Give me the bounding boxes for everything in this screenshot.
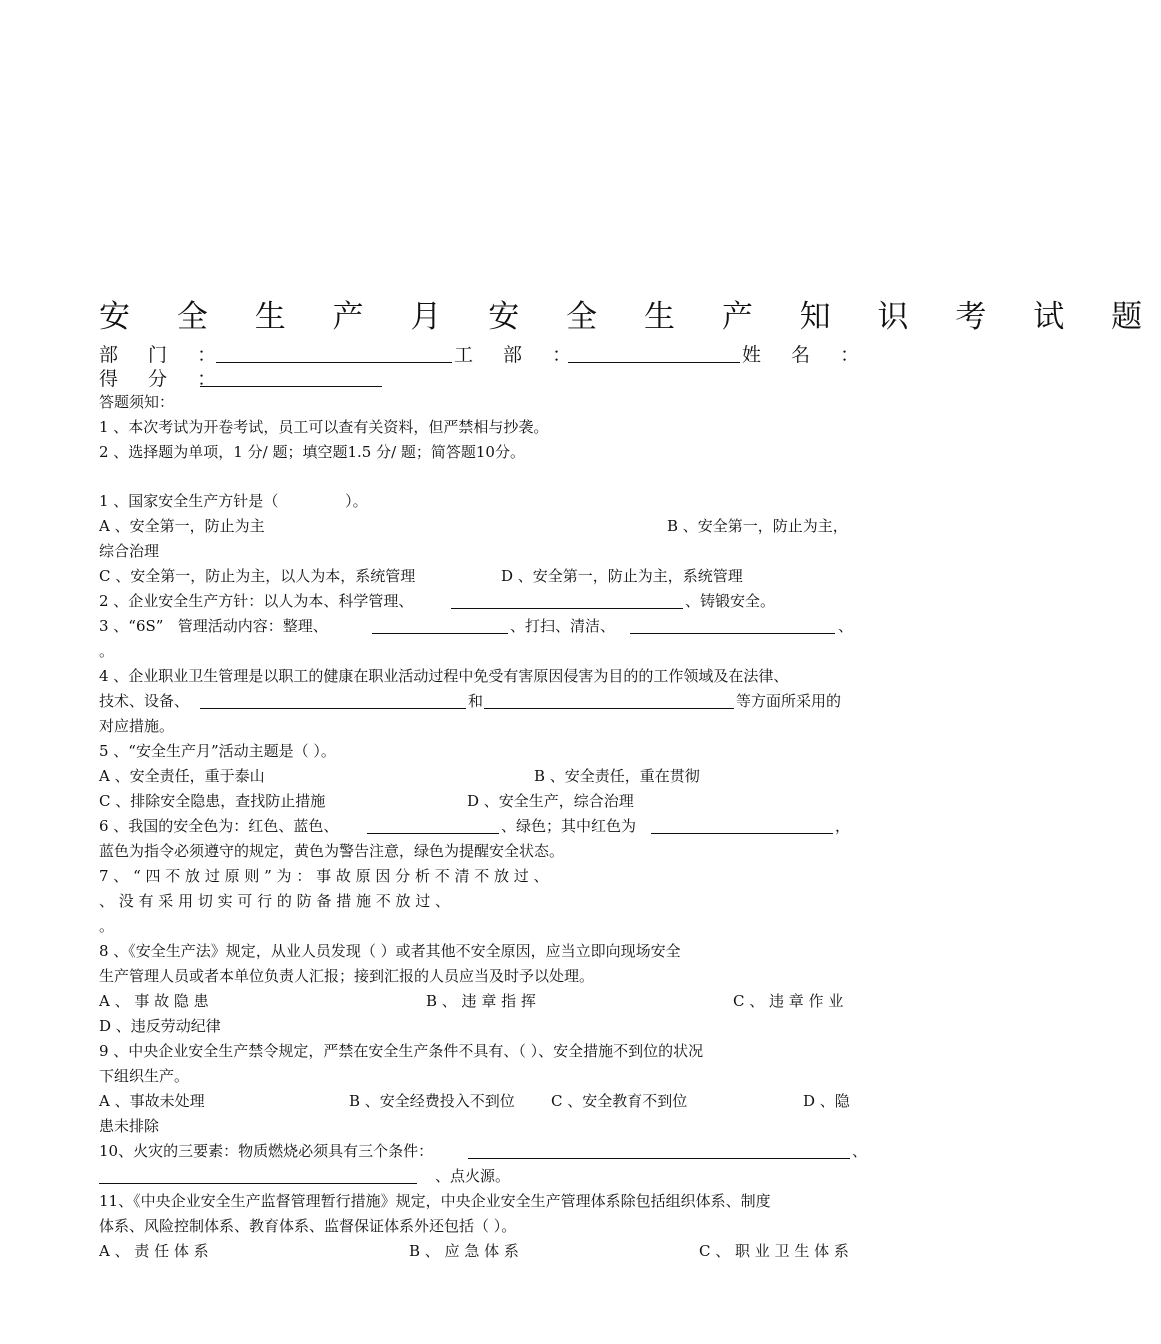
q7-end: 。 xyxy=(99,917,115,935)
notice-item-1: 1 、本次考试为开卷考试，员工可以查有关资料，但严禁相与抄袭。 xyxy=(99,418,549,436)
q4-and: 和 xyxy=(468,692,484,710)
q3-blank-1[interactable] xyxy=(372,633,508,634)
q5-option-b[interactable]: B 、安全责任，重在贯彻 xyxy=(534,767,700,785)
notice-heading: 答题须知： xyxy=(99,393,175,411)
q1-option-b[interactable]: B 、安全第一，防止为主， xyxy=(667,517,848,535)
score-label: 得 分 ： xyxy=(99,368,229,390)
q5-option-d[interactable]: D 、安全生产，综合治理 xyxy=(467,792,634,810)
q7-line-2: 、 没 有 采 用 切 实 可 行 的 防 备 措 施 不 放 过 、 xyxy=(99,892,451,910)
q8-line-2: 生产管理人员或者本单位负责人汇报；接到汇报的人员应当及时予以处理。 xyxy=(99,967,595,985)
q3-suffix: 、 xyxy=(838,617,854,635)
department-label: 部 门 ： xyxy=(99,344,229,366)
q4-line-3: 对应措施。 xyxy=(99,717,175,735)
q1-option-b-cont: 综合治理 xyxy=(99,542,160,560)
q10-comma: 、 xyxy=(852,1142,868,1160)
q10-end: 、点火源。 xyxy=(435,1167,511,1185)
question-7: 7 、 “ 四 不 放 过 原 则 ” 为 ： 事 故 原 因 分 析 不 清 不 放 过 、 xyxy=(99,867,549,885)
q2-blank[interactable] xyxy=(451,608,683,609)
q4-line-2: 技术、设备、 xyxy=(99,692,190,710)
q6-suffix: ， xyxy=(835,817,851,835)
question-1: 1 、国家安全生产方针是（ ）。 xyxy=(99,492,368,510)
question-2: 2 、企业安全生产方针：以人为本、科学管理、 xyxy=(99,592,414,610)
q8-option-c[interactable]: C 、 违 章 作 业 xyxy=(733,992,844,1010)
notice-item-2: 2 、选择题为单项，1 分/ 题；填空题1.5 分/ 题；简答题10分。 xyxy=(99,443,525,461)
q2-suffix: 、铸锻安全。 xyxy=(685,592,776,610)
q9-option-b[interactable]: B 、安全经费投入不到位 xyxy=(349,1092,515,1110)
q11-line-2: 体系、风险控制体系、教育体系、监督保证体系外还包括（ ）。 xyxy=(99,1217,517,1235)
q5-option-a[interactable]: A 、安全责任，重于泰山 xyxy=(99,767,265,785)
q10-blank-1[interactable] xyxy=(468,1158,850,1159)
q4-suffix: 等方面所采用的 xyxy=(736,692,842,710)
question-8: 8 、《安全生产法》规定，从业人员发现（ ）或者其他不安全原因，应当立即向现场安全 xyxy=(99,942,681,960)
question-9: 9 、中央企业安全生产禁令规定，严禁在安全生产条件不具有、（ ）、安全措施不到位的状况 xyxy=(99,1042,704,1060)
q9-line-2: 下组织生产。 xyxy=(99,1067,190,1085)
q3-end: 。 xyxy=(99,642,115,660)
q1-option-a[interactable]: A 、安全第一，防止为主 xyxy=(99,517,265,535)
q5-option-c[interactable]: C 、排除安全隐患，查找防止措施 xyxy=(99,792,326,810)
q8-option-d[interactable]: D 、违反劳动纪律 xyxy=(99,1017,221,1035)
work-number-blank[interactable] xyxy=(568,362,740,363)
q3-blank-2[interactable] xyxy=(630,633,835,634)
q9-option-c[interactable]: C 、安全教育不到位 xyxy=(551,1092,688,1110)
q11-option-b[interactable]: B 、 应 急 体 系 xyxy=(409,1242,519,1260)
q6-blank-1[interactable] xyxy=(367,833,499,834)
q8-option-a[interactable]: A 、 事 故 隐 患 xyxy=(99,992,209,1010)
q4-blank-2[interactable] xyxy=(484,708,734,709)
question-5: 5 、“安全生产月”活动主题是（ ）。 xyxy=(99,742,336,760)
question-11: 11、《中央企业安全生产监督管理暂行措施》规定，中央企业安全生产管理体系除包括组织体系、制度 xyxy=(99,1192,771,1210)
q3-middle: 、打扫、清洁、 xyxy=(510,617,616,635)
work-number-label: 工 部 ： xyxy=(454,344,584,366)
name-label: 姓 名 ： xyxy=(742,344,872,366)
q6-middle: 、绿色；其中红色为 xyxy=(501,817,637,835)
score-blank[interactable] xyxy=(200,386,382,387)
question-6: 6 、我国的安全色为：红色、蓝色、 xyxy=(99,817,339,835)
q8-option-b[interactable]: B 、 违 章 指 挥 xyxy=(426,992,536,1010)
q9-option-d-cont: 患未排除 xyxy=(99,1117,160,1135)
q6-blank-2[interactable] xyxy=(651,833,833,834)
q9-option-a[interactable]: A 、事故未处理 xyxy=(99,1092,205,1110)
department-blank[interactable] xyxy=(216,362,452,363)
question-3: 3 、“6S” 管理活动内容：整理、 xyxy=(99,617,328,635)
q10-blank-2[interactable] xyxy=(99,1183,417,1184)
q9-option-d[interactable]: D 、隐 xyxy=(803,1092,850,1110)
q6-line-2: 蓝色为指令必须遵守的规定，黄色为警告注意，绿色为提醒安全状态。 xyxy=(99,842,565,860)
q11-option-a[interactable]: A 、 责 任 体 系 xyxy=(99,1242,209,1260)
question-10: 10、火灾的三要素：物质燃烧必须具有三个条件： xyxy=(99,1142,434,1160)
question-4: 4 、企业职业卫生管理是以职工的健康在职业活动过程中免受有害原因侵害为目的的工作领域及在法律、 xyxy=(99,667,789,685)
q1-option-d[interactable]: D 、安全第一，防止为主，系统管理 xyxy=(501,567,743,585)
exam-title: 安 全 生 产 月 安 全 生 产 知 识 考 试 题 xyxy=(99,299,1161,335)
q1-option-c[interactable]: C 、安全第一，防止为主，以人为本，系统管理 xyxy=(99,567,416,585)
q4-blank-1[interactable] xyxy=(200,708,466,709)
q11-option-c[interactable]: C 、 职 业 卫 生 体 系 xyxy=(699,1242,849,1260)
